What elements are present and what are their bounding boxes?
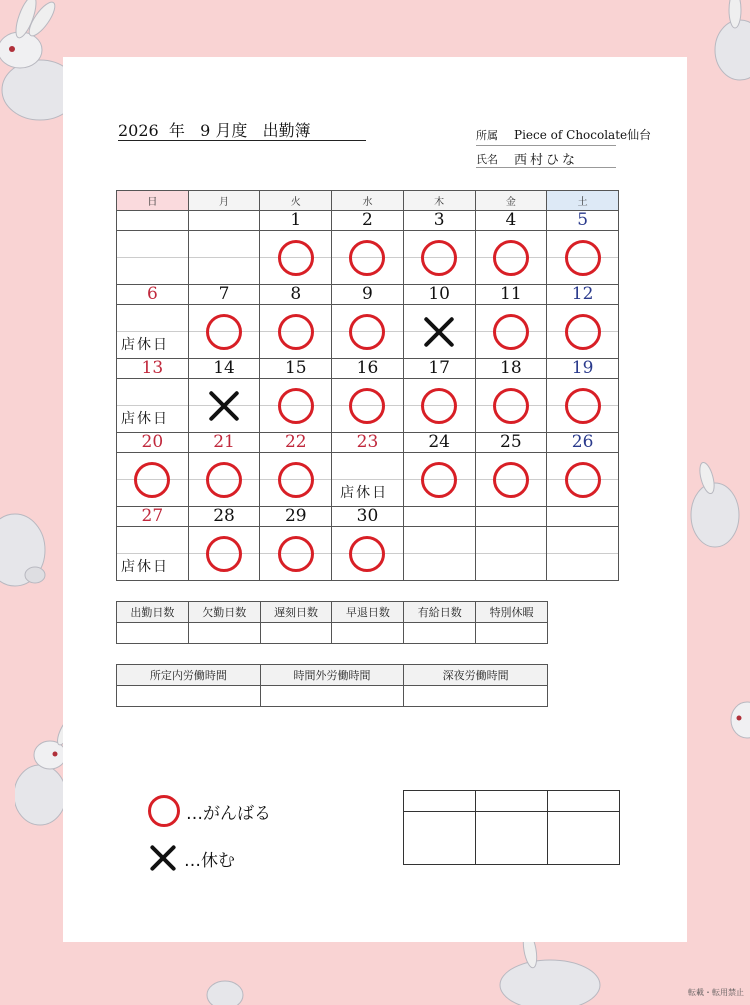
affiliation-label: 所属: [476, 128, 498, 142]
date-number-row: [117, 359, 619, 379]
attendance-mark-cell[interactable]: [403, 231, 475, 285]
affiliation-row: [476, 126, 651, 143]
summary-cell[interactable]: [476, 623, 548, 644]
attendance-mark-cell[interactable]: [403, 379, 475, 433]
store-closed-label: 店休日: [121, 559, 169, 575]
date-number-cell: 22: [260, 433, 332, 453]
summary-header: 早退日数: [332, 602, 404, 623]
attendance-mark-cell[interactable]: [547, 379, 619, 433]
date-number-cell: 29: [260, 507, 332, 527]
summary-cell[interactable]: [260, 623, 332, 644]
date-number-cell: 30: [332, 507, 404, 527]
weekday-header-row: [117, 191, 619, 211]
attendance-mark-cell[interactable]: [475, 527, 547, 581]
date-number-row: [117, 507, 619, 527]
attendance-mark-cell[interactable]: [403, 527, 475, 581]
bunny-sticker-icon: [205, 975, 245, 1005]
date-number-cell: 17: [403, 359, 475, 379]
summary-cell[interactable]: [117, 623, 189, 644]
attendance-mark-cell[interactable]: [117, 231, 189, 285]
weekday-header-saturday: 土: [547, 191, 619, 211]
summary-table: [116, 601, 548, 644]
attendance-mark-cell[interactable]: [475, 453, 547, 507]
red-circle-icon: [421, 240, 457, 276]
legend-circle-text: …がんばる: [186, 803, 271, 824]
cell-guide-line: [547, 553, 618, 554]
attendance-mark-cell[interactable]: [188, 379, 260, 433]
red-circle-icon: [278, 462, 314, 498]
name-value: 西村ひな: [514, 153, 579, 168]
red-circle-icon: [493, 388, 529, 424]
stamp-header-cell: [476, 791, 548, 812]
summary-cell[interactable]: [188, 623, 260, 644]
red-circle-icon: [493, 240, 529, 276]
attendance-mark-cell[interactable]: [475, 379, 547, 433]
date-number-row: [117, 433, 619, 453]
red-circle-icon: [206, 314, 242, 350]
attendance-mark-row: [117, 231, 619, 285]
bunny-sticker-icon: [705, 0, 750, 85]
date-number-cell: 21: [188, 433, 260, 453]
attendance-mark-row: [117, 453, 619, 507]
stamp-table: [403, 790, 620, 865]
attendance-mark-cell[interactable]: [188, 453, 260, 507]
date-number-cell: 18: [475, 359, 547, 379]
hours-value-row: [117, 686, 548, 707]
cross-mark-icon: [421, 314, 457, 350]
red-circle-icon: [565, 462, 601, 498]
attendance-mark-cell[interactable]: [117, 453, 189, 507]
summary-header-row: [117, 602, 548, 623]
stamp-box[interactable]: [404, 812, 476, 865]
red-circle-icon: [148, 795, 180, 827]
copyright-notice: 転載・転用禁止: [688, 988, 744, 997]
red-circle-icon: [493, 314, 529, 350]
attendance-mark-cell[interactable]: [188, 527, 260, 581]
attendance-mark-cell[interactable]: [117, 527, 189, 581]
date-number-cell: [475, 507, 547, 527]
attendance-mark-row: [117, 305, 619, 359]
hours-header-row: [117, 665, 548, 686]
affiliation-value: Piece of Chocolate仙台: [514, 128, 652, 142]
stamp-box-row: [404, 812, 620, 865]
date-number-cell: 20: [117, 433, 189, 453]
attendance-mark-cell[interactable]: [547, 453, 619, 507]
date-number-row: [117, 285, 619, 305]
attendance-mark-cell[interactable]: [547, 231, 619, 285]
attendance-mark-cell[interactable]: [117, 379, 189, 433]
red-circle-icon: [349, 536, 385, 572]
date-number-cell: 23: [332, 433, 404, 453]
date-number-cell: 1: [260, 211, 332, 231]
name-label: 氏名: [476, 152, 498, 166]
cell-guide-line: [189, 257, 260, 258]
name-underline: [476, 167, 616, 168]
legend-cross-text: …休む: [184, 850, 235, 871]
attendance-mark-cell[interactable]: [188, 305, 260, 359]
title-underline: [118, 140, 366, 141]
summary-header: 有給日数: [404, 602, 476, 623]
date-number-cell: 27: [117, 507, 189, 527]
weekday-header-friday: 金: [475, 191, 547, 211]
affiliation-underline: [476, 145, 616, 146]
hours-header: 深夜労働時間: [404, 665, 548, 686]
attendance-mark-cell[interactable]: [260, 527, 332, 581]
attendance-mark-cell[interactable]: [332, 231, 404, 285]
attendance-mark-cell[interactable]: [332, 453, 404, 507]
date-number-cell: 26: [547, 433, 619, 453]
attendance-mark-cell[interactable]: [188, 231, 260, 285]
stamp-box[interactable]: [476, 812, 548, 865]
store-closed-label: 店休日: [121, 411, 169, 427]
red-circle-icon: [206, 536, 242, 572]
attendance-mark-cell[interactable]: [332, 379, 404, 433]
attendance-mark-row: [117, 379, 619, 433]
attendance-mark-cell[interactable]: [547, 305, 619, 359]
hours-header: 時間外労働時間: [260, 665, 404, 686]
date-number-cell: 5: [547, 211, 619, 231]
cell-guide-line: [476, 553, 547, 554]
attendance-mark-cell[interactable]: [547, 527, 619, 581]
stamp-header-cell: [404, 791, 476, 812]
attendance-mark-cell[interactable]: [475, 231, 547, 285]
red-circle-icon: [565, 314, 601, 350]
date-number-cell: 16: [332, 359, 404, 379]
red-circle-icon: [278, 388, 314, 424]
red-circle-icon: [565, 388, 601, 424]
attendance-mark-cell[interactable]: [260, 305, 332, 359]
summary-header: 欠勤日数: [188, 602, 260, 623]
date-number-cell: 8: [260, 285, 332, 305]
hours-cell[interactable]: [260, 686, 404, 707]
attendance-mark-row: [117, 527, 619, 581]
red-circle-icon: [278, 314, 314, 350]
date-number-cell: 10: [403, 285, 475, 305]
document-title: 2026 年 9 月度 出勤簿: [118, 121, 311, 140]
cell-guide-line: [117, 331, 188, 332]
weekday-header-tuesday: 火: [260, 191, 332, 211]
date-number-cell: [547, 507, 619, 527]
store-closed-label: 店休日: [121, 337, 169, 353]
weekday-header-monday: 月: [188, 191, 260, 211]
date-number-cell: 13: [117, 359, 189, 379]
red-circle-icon: [278, 240, 314, 276]
legend-cross: [148, 843, 235, 873]
hours-cell[interactable]: [404, 686, 548, 707]
red-circle-icon: [421, 388, 457, 424]
hours-cell[interactable]: [117, 686, 261, 707]
attendance-mark-cell[interactable]: [332, 527, 404, 581]
attendance-mark-cell[interactable]: [403, 305, 475, 359]
weekday-header-sunday: 日: [117, 191, 189, 211]
date-number-cell: 4: [475, 211, 547, 231]
date-number-cell: 6: [117, 285, 189, 305]
bunny-sticker-icon: [480, 935, 610, 1005]
attendance-mark-cell[interactable]: [403, 453, 475, 507]
date-number-cell: 12: [547, 285, 619, 305]
attendance-mark-cell[interactable]: [475, 305, 547, 359]
bunny-sticker-icon: [725, 690, 750, 750]
store-closed-label: 店休日: [340, 485, 389, 501]
summary-cell[interactable]: [404, 623, 476, 644]
date-number-row: [117, 211, 619, 231]
cell-guide-line: [332, 479, 403, 480]
bunny-sticker-icon: [0, 495, 55, 595]
summary-header: 遅刻日数: [260, 602, 332, 623]
date-number-cell: 9: [332, 285, 404, 305]
stamp-header-row: [404, 791, 620, 812]
date-number-cell: 24: [403, 433, 475, 453]
cross-mark-icon: [148, 843, 178, 873]
attendance-mark-cell[interactable]: [260, 453, 332, 507]
weekday-header-thursday: 木: [403, 191, 475, 211]
red-circle-icon: [206, 462, 242, 498]
red-circle-icon: [349, 314, 385, 350]
attendance-mark-cell[interactable]: [260, 379, 332, 433]
stamp-header-cell: [548, 791, 620, 812]
attendance-mark-cell[interactable]: [117, 305, 189, 359]
date-number-cell: 3: [403, 211, 475, 231]
date-number-cell: 14: [188, 359, 260, 379]
bunny-sticker-icon: [685, 460, 750, 560]
summary-header: 出勤日数: [117, 602, 189, 623]
date-number-cell: 28: [188, 507, 260, 527]
weekday-header-wednesday: 水: [332, 191, 404, 211]
attendance-mark-cell[interactable]: [260, 231, 332, 285]
date-number-cell: 15: [260, 359, 332, 379]
date-number-cell: [117, 211, 189, 231]
red-circle-icon: [565, 240, 601, 276]
cell-guide-line: [117, 405, 188, 406]
red-circle-icon: [349, 240, 385, 276]
hours-table: [116, 664, 548, 707]
red-circle-icon: [134, 462, 170, 498]
summary-cell[interactable]: [332, 623, 404, 644]
date-number-cell: 2: [332, 211, 404, 231]
attendance-calendar: [116, 190, 619, 581]
red-circle-icon: [349, 388, 385, 424]
summary-header: 特別休暇: [476, 602, 548, 623]
red-circle-icon: [493, 462, 529, 498]
date-number-cell: 19: [547, 359, 619, 379]
stamp-box[interactable]: [548, 812, 620, 865]
red-circle-icon: [278, 536, 314, 572]
date-number-cell: 25: [475, 433, 547, 453]
name-row: [476, 149, 578, 168]
red-circle-icon: [421, 462, 457, 498]
cell-guide-line: [117, 257, 188, 258]
cell-guide-line: [117, 553, 188, 554]
date-number-cell: [403, 507, 475, 527]
legend-circle: [148, 795, 271, 827]
attendance-mark-cell[interactable]: [332, 305, 404, 359]
hours-header: 所定内労働時間: [117, 665, 261, 686]
date-number-cell: [188, 211, 260, 231]
date-number-cell: 11: [475, 285, 547, 305]
date-number-cell: 7: [188, 285, 260, 305]
cross-mark-icon: [206, 388, 242, 424]
cell-guide-line: [404, 553, 475, 554]
summary-value-row: [117, 623, 548, 644]
